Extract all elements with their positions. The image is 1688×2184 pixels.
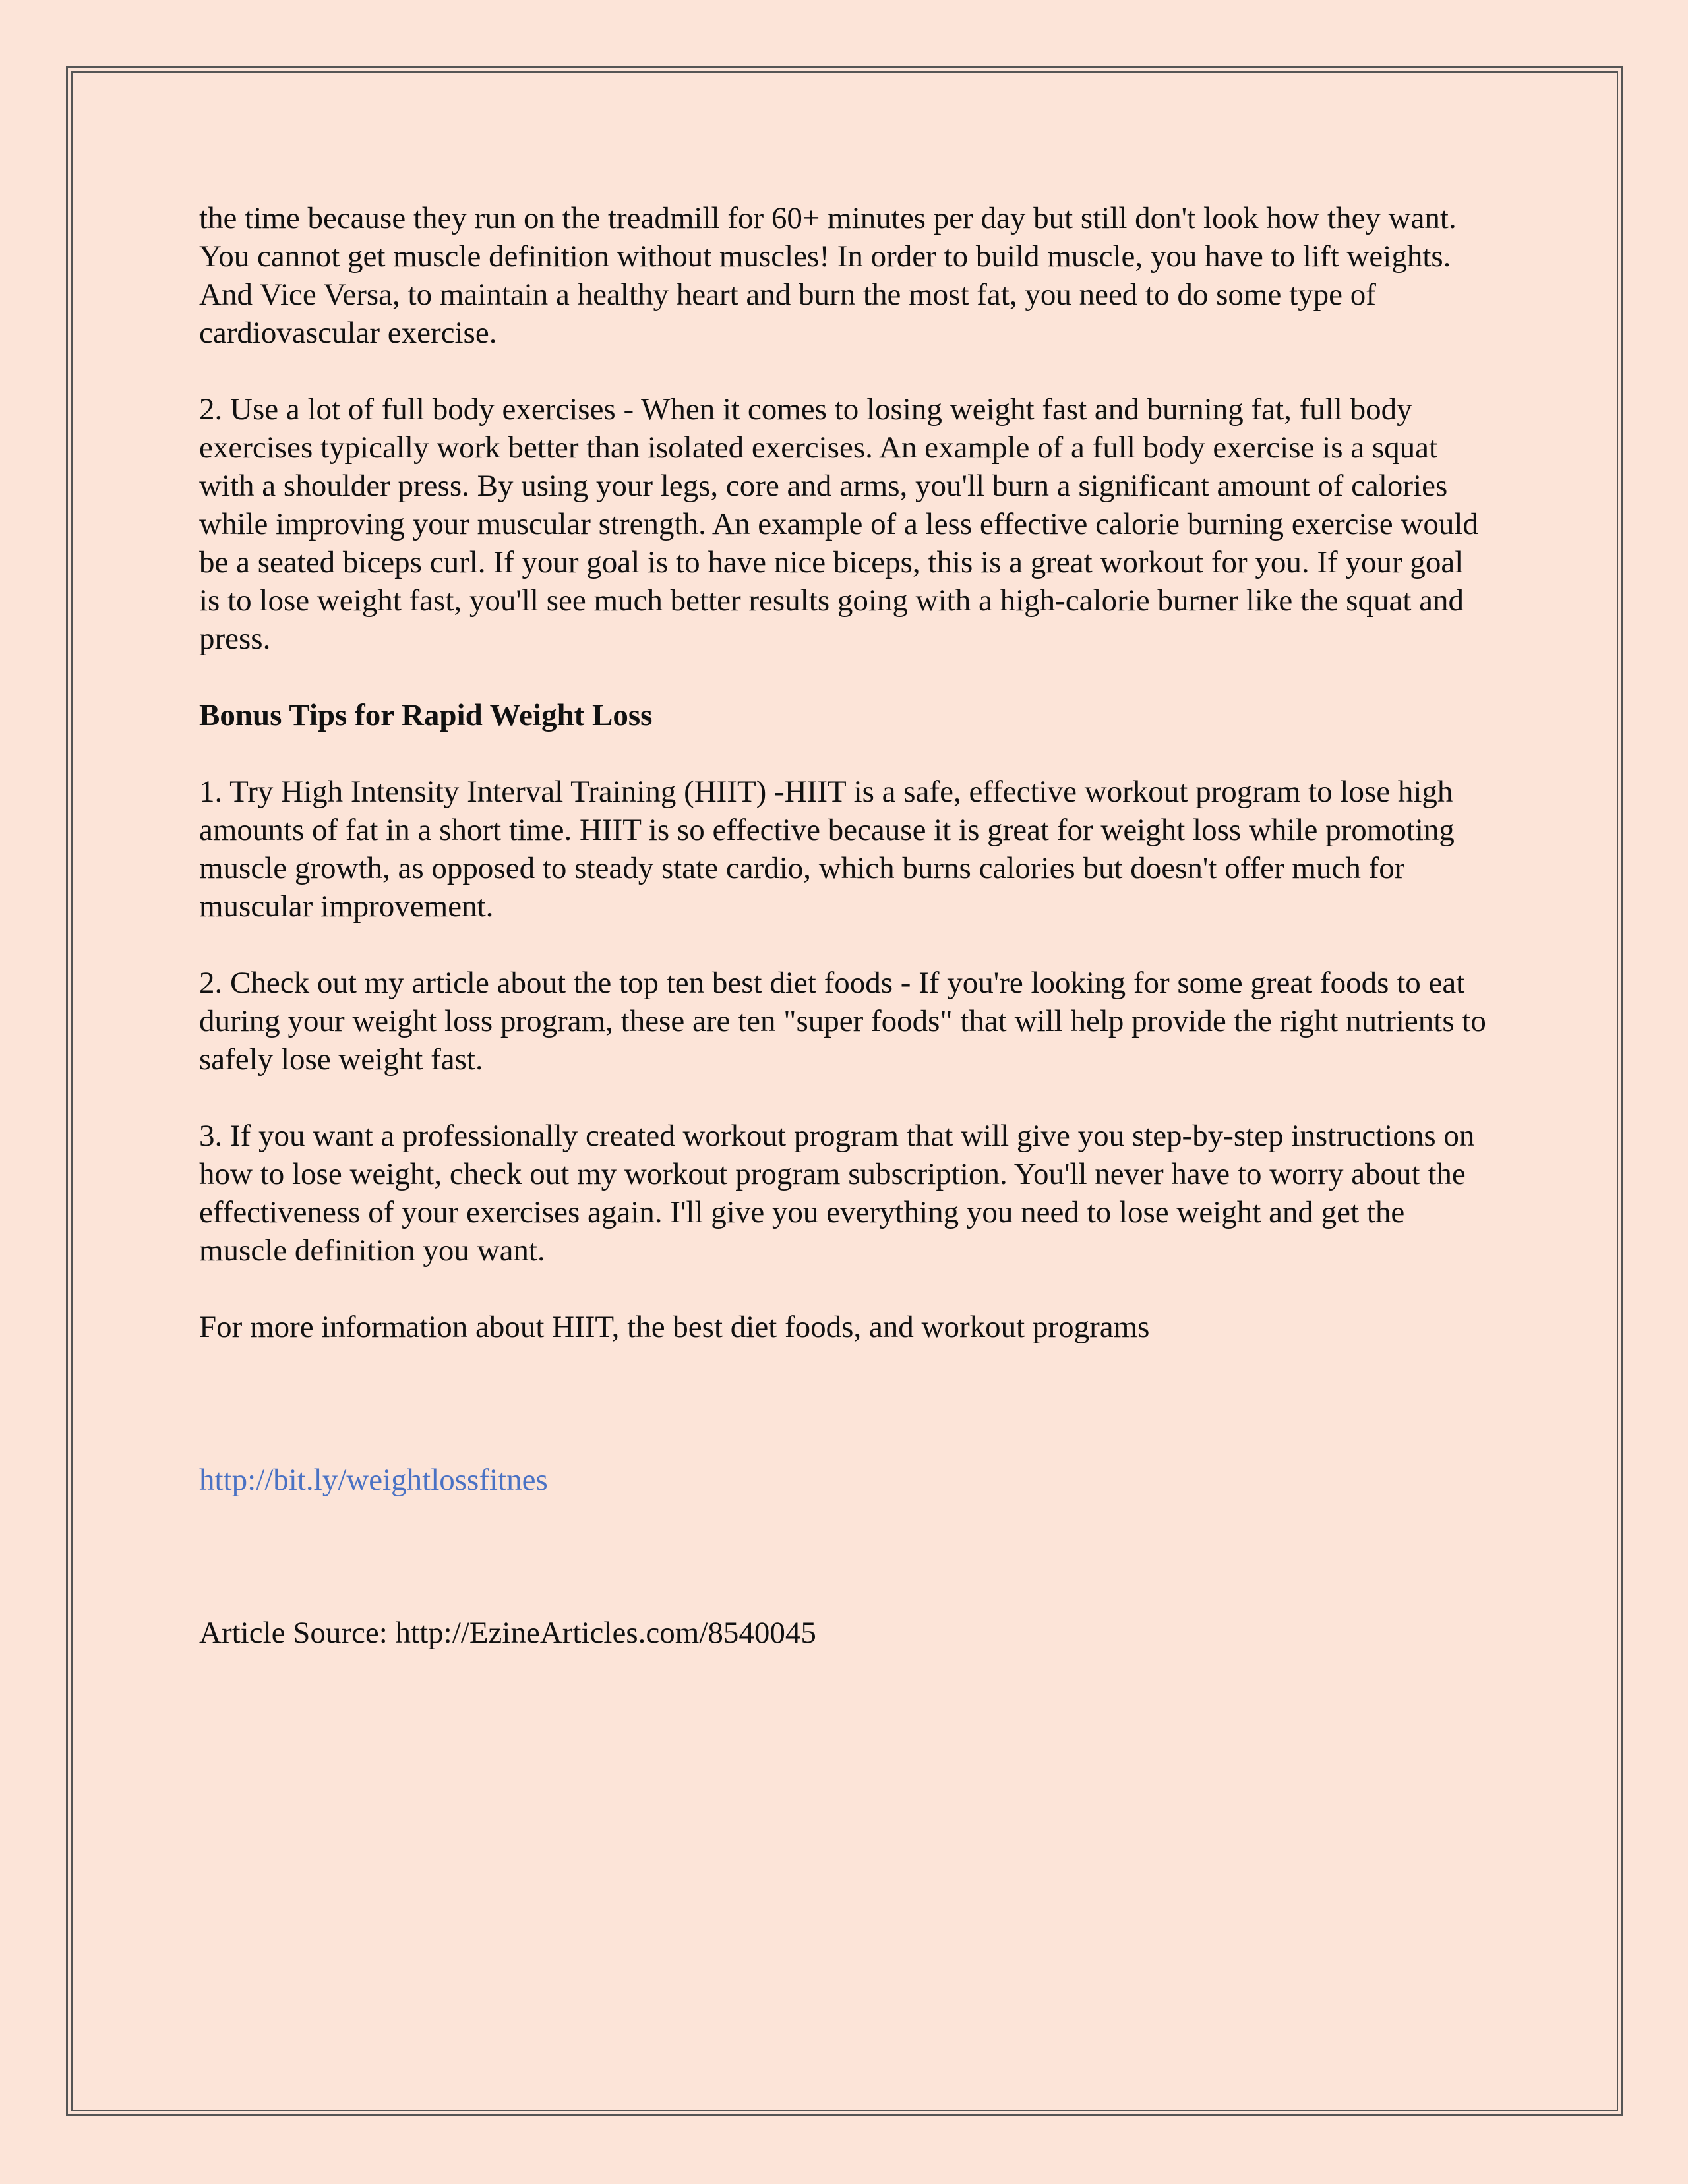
paragraph-gap [199,1499,1492,1537]
paragraph-cardio-continued: the time because they run on the treadmill for 60+ minutes per day but still don't look how they want. You cannot get muscle definition without muscles! In order to build muscle, you have to lift weights. And Vice Versa, to maintain a healthy heart and burn the most fat, you need to do some type of cardiovascular exercise. [199,201,1457,350]
paragraph-gap [199,734,1492,773]
article-body [199,199,1492,1652]
paragraph-bonus-tip-3: 3. If you want a professionally created workout program that will give you step-by-step instructions on how to lose weight, check out my workout program subscription. You'll never have to worry about the effectiveness of your exercises again. I'll give you everything you need to lose weight and get the muscle definition you want. [199,1119,1475,1268]
paragraph-gap [199,1270,1492,1308]
section-heading-bonus-tips: Bonus Tips for Rapid Weight Loss [199,698,653,732]
paragraph-gap [199,1078,1492,1117]
paragraph-gap [199,1384,1492,1423]
paragraph-gap [199,1346,1492,1384]
paragraph-full-body-exercises: 2. Use a lot of full body exercises - When it comes to losing weight fast and burning fat, full body exercises typically work better than isolated exercises. An example of a full body exercise is a squat with a shoulder press. By using your legs, core and arms, you'll burn a significant amount of calories while improving your muscular strength. An example of a less effective calorie burning exercise would be a seated biceps curl. If your goal is to have nice biceps, this is a great workout for you. If your goal is to lose weight fast, you'll see much better results going with a high-calorie burner like the squat and press. [199,392,1478,656]
paragraph-gap [199,1537,1492,1576]
paragraph-gap [199,352,1492,390]
paragraph-bonus-tip-1: 1. Try High Intensity Interval Training (HIIT) -HIIT is a safe, effective workout program to lose high amounts of fat in a short time. HIIT is so effective because it is great for weight loss while promoting muscle growth, as opposed to steady state cardio, which burns calories but doesn't offer much for muscular improvement. [199,775,1455,924]
paragraph-more-info: For more information about HIIT, the best diet foods, and workout programs [199,1310,1150,1344]
paragraph-gap [199,1423,1492,1461]
paragraph-gap [199,658,1492,696]
paragraph-gap [199,1576,1492,1614]
paragraph-gap [199,926,1492,964]
article-source: Article Source: http://EzineArticles.com/8540045 [199,1616,816,1650]
weightloss-link[interactable]: http://bit.ly/weightlossfitnes [199,1463,548,1497]
paragraph-bonus-tip-2: 2. Check out my article about the top ten best diet foods - If you're looking for some great foods to eat during your weight loss program, these are ten "super foods" that will help provide the right nutrients to safely lose weight fast. [199,966,1486,1077]
